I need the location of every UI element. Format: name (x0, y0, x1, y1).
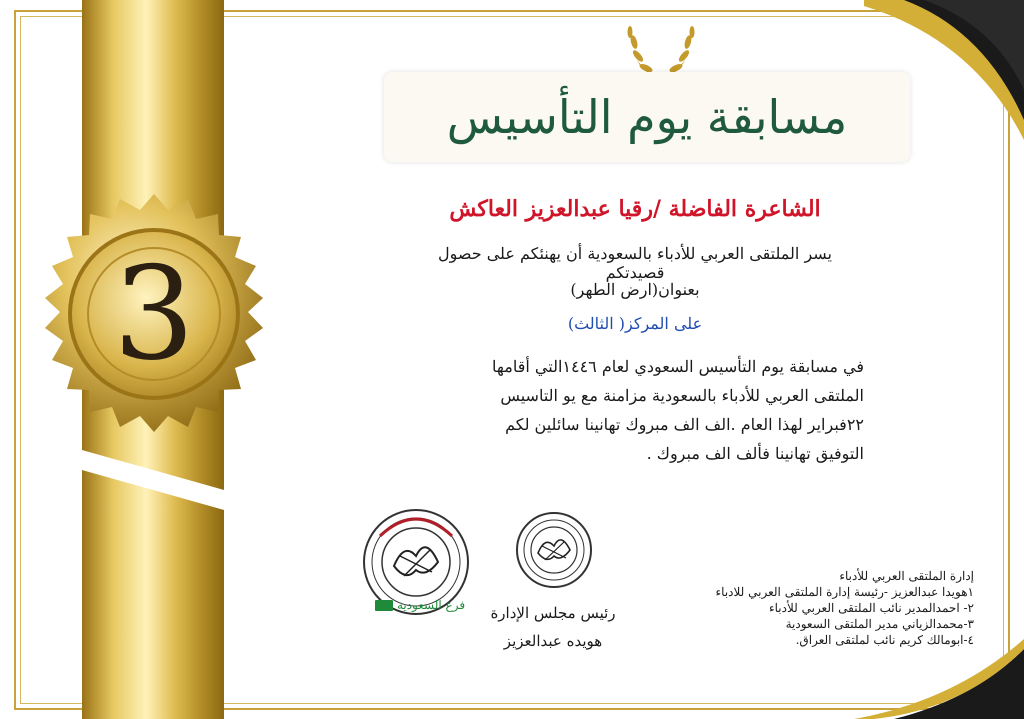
seal-emblem-icon (514, 510, 594, 590)
certificate-title: مسابقة يوم التأسيس (446, 90, 848, 144)
poem-title-line: بعنوان(ارض الطهر) (570, 280, 700, 299)
certificate-paragraph: في مسابقة يوم التأسيس السعودي لعام ١٤٤٦التي أقامها الملتقى العربي للأدباء بالسعودية مزامنة مع يو التاسيس ٢٢فبراير لهذا العام .الف الف مبروك تهانينا سائلين لكم التوفيق تهانينا فألف الف مبروك . (492, 357, 864, 463)
admin-member: ٢- احمدالمدير نائب الملتقى العربي للأدباء (768, 601, 974, 615)
recipient-name: الشاعرة الفاضلة /رقيا عبدالعزيز العاكش (449, 196, 821, 222)
admin-list (676, 568, 974, 648)
chair-title: رئيس مجلس الإدارة (490, 604, 616, 622)
ribbon-fold (82, 450, 224, 510)
branch-label (366, 598, 474, 612)
title-banner (384, 72, 910, 162)
admin-heading: إدارة الملتقى العربي للأدباء (839, 569, 974, 583)
admin-member: ١هويدا عبدالعزيز -رئيسة إدارة الملتقى العربي للادباء (715, 585, 974, 599)
congratulation-line: يسر الملتقى العربي للأدباء بالسعودية أن يهنئكم على حصول قصيدتكم (437, 244, 833, 282)
saudi-flag-icon (375, 600, 393, 611)
corner-decoration-bottom (834, 639, 1024, 719)
chair-name: هويده عبدالعزيز (503, 632, 603, 650)
rank-line: على المركز( الثالث) (567, 314, 703, 333)
admin-member: ٣-محمدالزياني مدير الملتقى السعودية (785, 617, 974, 631)
medal-rank-number: 3 (113, 239, 195, 389)
admin-member: ٤-ابومالك كريم نائب لملتقى العراق. (795, 633, 974, 647)
branch-name: فرع السعودية (396, 598, 466, 612)
